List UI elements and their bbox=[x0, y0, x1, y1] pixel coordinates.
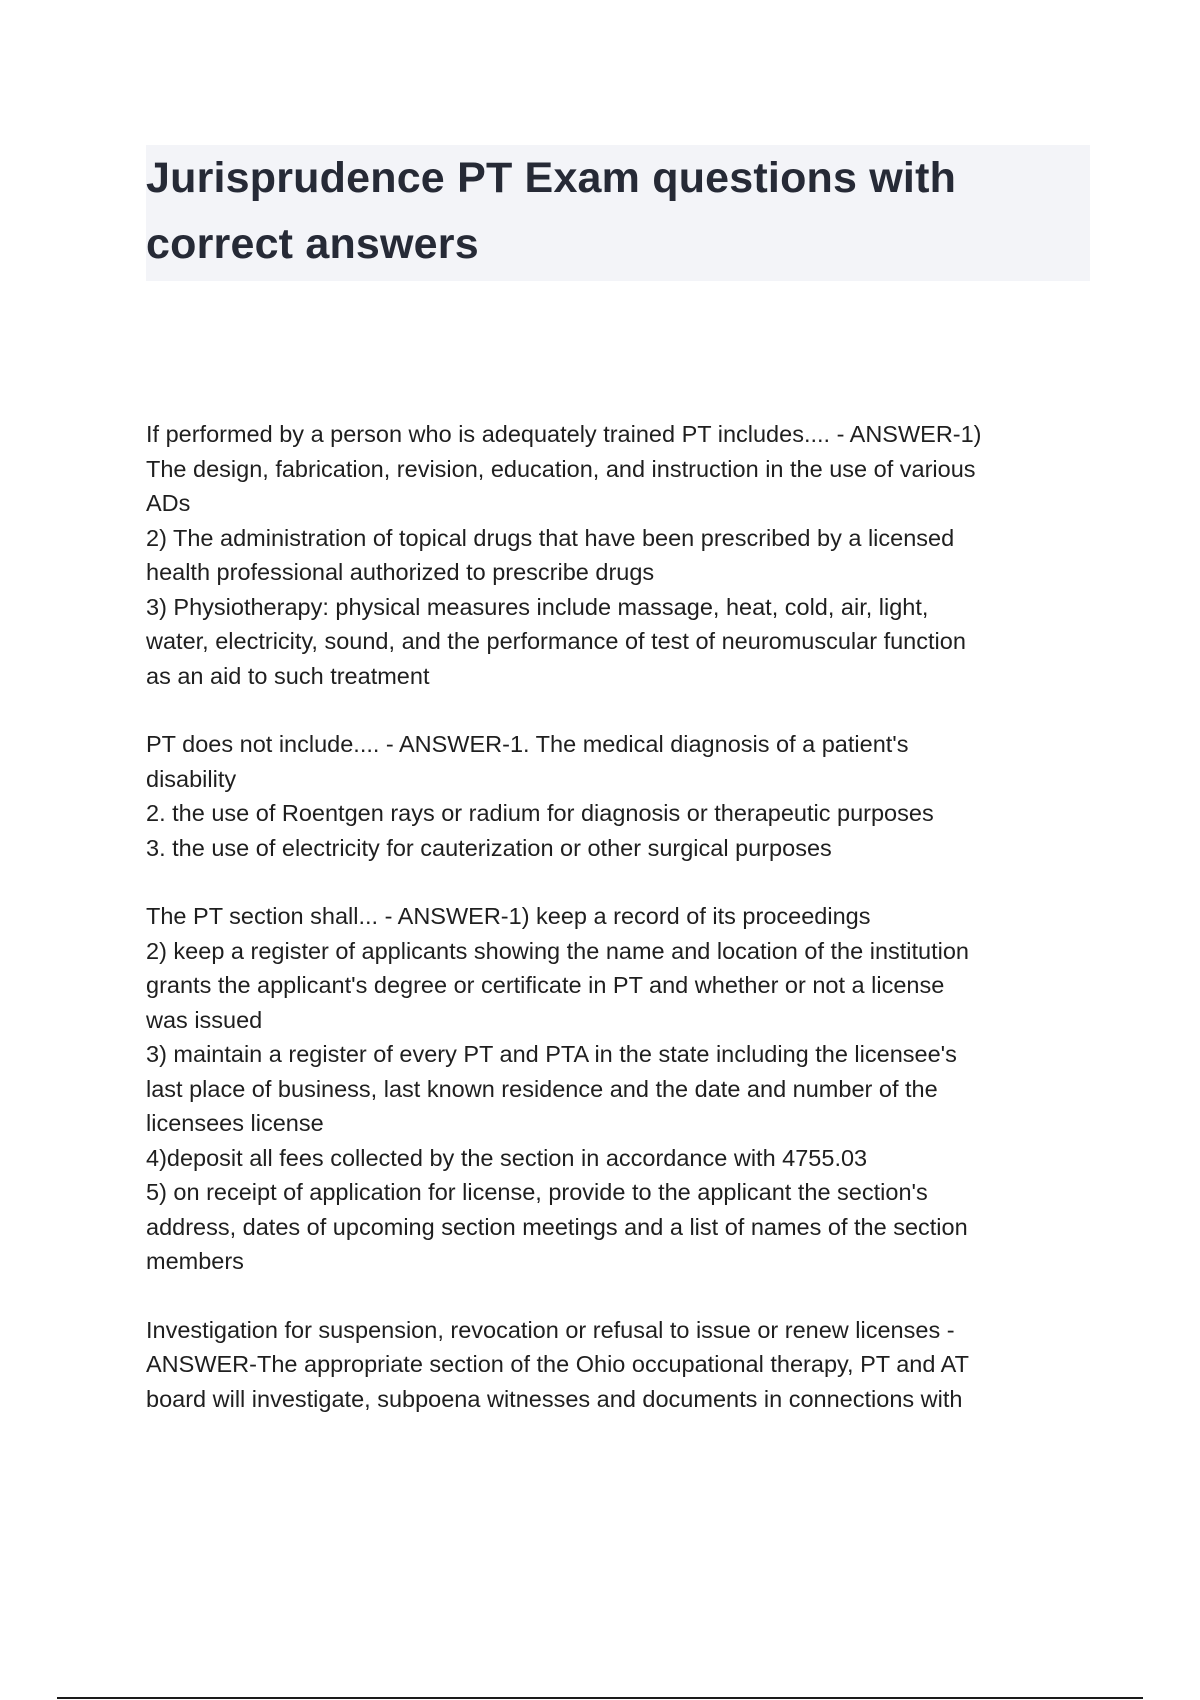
document-title bbox=[146, 145, 1090, 277]
text-line: ANSWER-The appropriate section of the Ohio occupational therapy, PT and AT bbox=[146, 1351, 969, 1377]
text-line: health professional authorized to prescribe drugs bbox=[146, 559, 655, 585]
text-line: 2) The administration of topical drugs that have been prescribed by a licensed bbox=[146, 524, 955, 551]
title-line: Jurisprudence PT Exam questions with bbox=[146, 154, 957, 202]
document-body bbox=[146, 417, 1096, 1450]
qa-item bbox=[146, 727, 1096, 865]
text-line: as an aid to such treatment bbox=[146, 662, 430, 689]
text-line: The PT section shall... - ANSWER-1) keep a record of its proceedings bbox=[146, 903, 871, 929]
footer-divider bbox=[57, 1697, 1143, 1699]
text-line: members bbox=[146, 1248, 244, 1274]
text-line: address, dates of upcoming section meetings and a list of names of the section bbox=[146, 1213, 968, 1240]
text-line: 3) maintain a register of every PT and PTA in the state including the licensee's bbox=[146, 1041, 957, 1067]
text-line: 2) keep a register of applicants showing the name and location of the institution bbox=[146, 937, 970, 964]
text-line: If performed by a person who is adequately trained PT includes.... - ANSWER-1) bbox=[146, 421, 982, 447]
text-line: ADs bbox=[146, 490, 191, 516]
text-line: was issued bbox=[146, 1006, 263, 1033]
text-line: 4)deposit all fees collected by the section in accordance with 4755.03 bbox=[146, 1144, 868, 1171]
text-line: The design, fabrication, revision, education, and instruction in the use of various bbox=[146, 455, 976, 482]
text-line: PT does not include.... - ANSWER-1. The medical diagnosis of a patient's bbox=[146, 731, 909, 757]
text-line: last place of business, last known residence and the date and number of the bbox=[146, 1075, 938, 1102]
qa-item bbox=[146, 1313, 1096, 1417]
text-line: 5) on receipt of application for license, provide to the applicant the section's bbox=[146, 1179, 928, 1205]
qa-item bbox=[146, 899, 1096, 1279]
text-line: 2. the use of Roentgen rays or radium for diagnosis or therapeutic purposes bbox=[146, 800, 934, 826]
title-block bbox=[146, 145, 1090, 281]
text-line: 3. the use of electricity for cauterization or other surgical purposes bbox=[146, 834, 832, 861]
text-line: board will investigate, subpoena witnesses and documents in connections with bbox=[146, 1385, 963, 1412]
title-line: correct answers bbox=[146, 220, 479, 268]
text-line: Investigation for suspension, revocation or refusal to issue or renew licenses - bbox=[146, 1316, 955, 1343]
text-line: grants the applicant's degree or certificate in PT and whether or not a license bbox=[146, 972, 945, 998]
text-line: 3) Physiotherapy: physical measures include massage, heat, cold, air, light, bbox=[146, 593, 929, 620]
text-line: licensees license bbox=[146, 1110, 324, 1136]
text-line: disability bbox=[146, 765, 237, 792]
qa-item bbox=[146, 417, 1096, 693]
text-line: water, electricity, sound, and the performance of test of neuromuscular function bbox=[146, 628, 966, 654]
